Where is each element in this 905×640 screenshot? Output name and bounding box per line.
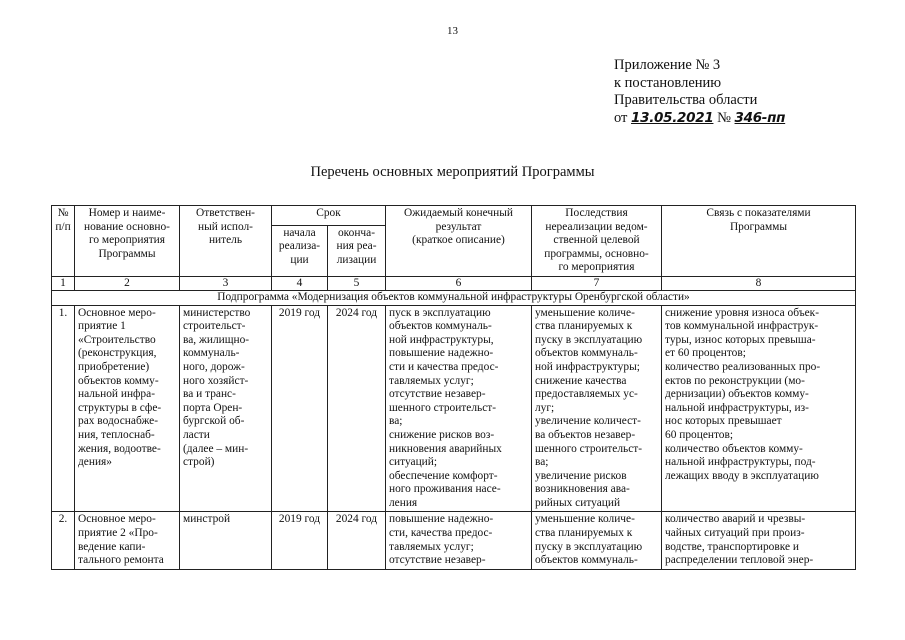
header-responsible: Ответствен- ный испол- нитель: [180, 206, 272, 277]
header-link: Связь с показателями Программы: [662, 206, 856, 277]
table-row: [52, 512, 856, 569]
appendix-number: 346-пп: [734, 109, 786, 126]
column-number: 6: [386, 276, 532, 290]
row-responsible: министерство строительст- ва, жилищно- коммуналь- ного, дорож- ного хозяйст- ва и транс- порта Орен- бургской об- ласти (далее – мин- строй): [180, 305, 272, 512]
measures-table: [51, 205, 856, 570]
header-term: Срок: [272, 206, 386, 226]
subprogram-row: [52, 290, 856, 305]
column-number: 8: [662, 276, 856, 290]
row-name: Основное меро- приятие 2 «Про- ведение капи- тального ремонта: [75, 512, 180, 569]
row-consequences: уменьшение количе- ства планируемых к пуску в эксплуатацию объектов коммуналь-: [532, 512, 662, 569]
appendix-line-3: Правительства области: [614, 92, 758, 108]
appendix-line-1: Приложение № 3: [614, 57, 721, 73]
appendix-block: [614, 57, 785, 127]
column-number: 1: [52, 276, 75, 290]
header-start: начала реализа- ции: [272, 225, 328, 276]
column-number: 5: [328, 276, 386, 290]
row-link: количество аварий и чрезвы- чайных ситуаций при произ- водстве, транспортировке и распределении тепловой энер-: [662, 512, 856, 569]
header-num: № п/п: [52, 206, 75, 277]
subprogram-title: Подпрограмма «Модернизация объектов коммунальной инфраструктуры Оренбургской области»: [52, 290, 856, 305]
column-number: 7: [532, 276, 662, 290]
appendix-from: от: [614, 109, 628, 126]
row-result: повышение надежно- сти, качества предос- тавляемых услуг; отсутствие незавер-: [386, 512, 532, 569]
table-row: [52, 305, 856, 512]
row-num: 1.: [52, 305, 75, 512]
row-start: 2019 год: [272, 512, 328, 569]
page-number: 13: [447, 25, 458, 37]
header-end: оконча- ния реа- лизации: [328, 225, 386, 276]
row-num: 2.: [52, 512, 75, 569]
row-start: 2019 год: [272, 305, 328, 512]
row-name: Основное меро- приятие 1 «Строительство (реконструкция, приобретение) объектов комму- нальной инфра- структуры в сфе- рах водоснабже- ния, теплоснаб- жения, водоотве- дения»: [75, 305, 180, 512]
row-end: 2024 год: [328, 305, 386, 512]
row-end: 2024 год: [328, 512, 386, 569]
appendix-line-2: к постановлению: [614, 74, 722, 91]
appendix-date-line: [614, 110, 785, 128]
column-number: 3: [180, 276, 272, 290]
row-consequences: уменьшение количе- ства планируемых к пуску в эксплуатацию объектов коммуналь- ной инфраструктуры; снижение качества предоставляемых ус- луг; увеличение количест- ва объектов незавер- шенного строительст- ва; увеличение рисков возникновения ава- рийных ситуаций: [532, 305, 662, 512]
row-result: пуск в эксплуатацию объектов коммуналь- ной инфраструктуры, повышение надежно- сти и качества предос- тавляемых услуг; отсутствие незавер- шенного строительст- ва; снижение рисков воз- никновения аварийных ситуаций; обеспечение комфорт- ного проживания насе- ления: [386, 305, 532, 512]
appendix-no-sign: №: [717, 109, 731, 126]
header-name: Номер и наиме- нование основно- го мероприятия Программы: [75, 206, 180, 277]
document-title: Перечень основных мероприятий Программы: [310, 164, 595, 180]
column-number: 2: [75, 276, 180, 290]
row-responsible: минстрой: [180, 512, 272, 569]
column-number: 4: [272, 276, 328, 290]
header-row-1: [52, 206, 856, 226]
row-link: снижение уровня износа объек- тов коммунальной инфраструк- туры, износ которых превыша- ет 60 процентов; количество реализованных про- ектов по реконструкции (мо- дернизации) объектов комму- нальной инфраструктуры, из- нос которых превышает 60 процентов; количество объектов комму- нальной инфраструктуры, под- лежащих вводу в эксплуатацию: [662, 305, 856, 512]
header-result: Ожидаемый конечный результат (краткое описание): [386, 206, 532, 277]
appendix-date: 13.05.2021: [631, 109, 714, 126]
header-consequences: Последствия нереализации ведом- ственной целевой программы, основно- го мероприятия: [532, 206, 662, 277]
column-numbers-row: [52, 276, 856, 290]
